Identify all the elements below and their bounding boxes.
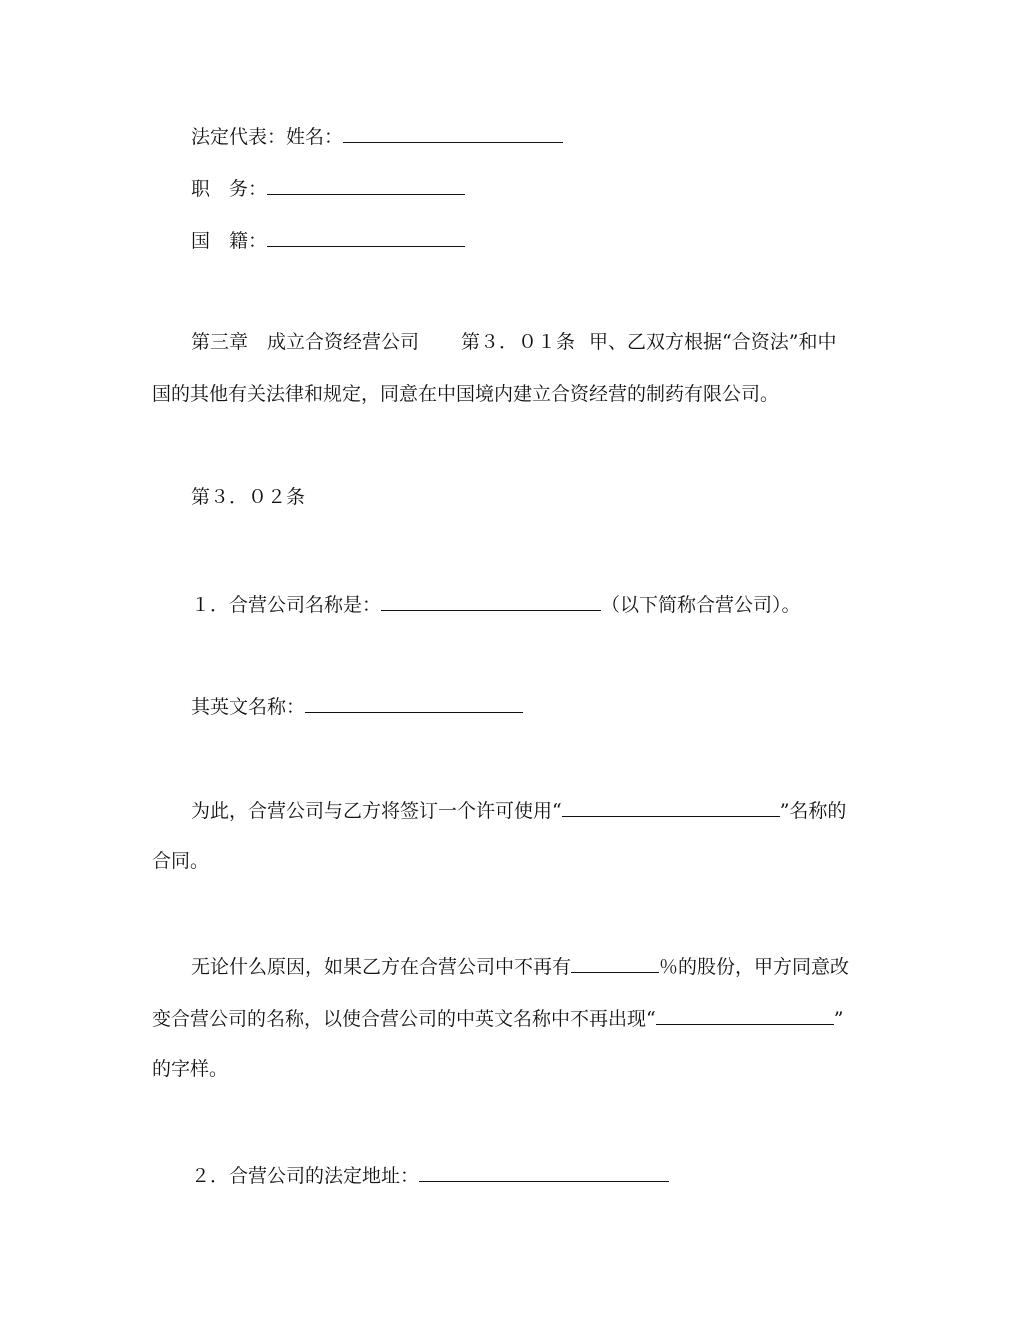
rename-line2 [152,1004,843,1032]
license-suffix: ”名称的 [779,800,847,822]
company-name-suffix: （以下简称合营公司）。 [601,594,801,616]
license-line2: 合同。 [152,850,210,872]
rename-line2-prefix: 变合营公司的名称，以使合营公司的中英文名称中不再出现“ [152,1008,656,1030]
article-301-label: 第３．０１条 [461,331,576,353]
license-prefix: 为此，合营公司与乙方将签订一个许可使用“ [191,800,562,822]
address-label: ２．合营公司的法定地址： [191,1165,420,1187]
company-name-blank[interactable] [381,590,601,611]
license-name-blank[interactable] [562,796,780,817]
chapter3-row [191,329,836,355]
english-name-label: 其英文名称： [191,696,306,718]
rename-line1 [191,952,849,980]
rep-title-row [191,174,465,202]
rep-nationality-blank[interactable] [267,226,465,247]
rep-name-label: 法定代表：姓名： [191,126,344,148]
company-name-label: １．合营公司名称是： [191,594,382,616]
share-percent-blank[interactable] [571,952,659,973]
english-name-blank[interactable] [305,692,523,713]
rename-line3: 的字样。 [152,1058,229,1080]
rep-name-blank[interactable] [343,122,563,143]
removed-name-blank[interactable] [656,1004,834,1025]
address-row [191,1161,669,1189]
rep-name-row [191,122,563,150]
rep-nationality-label: 国 籍： [191,230,268,252]
article-301-text-line1: 甲、乙双方根据“合资法”和中 [589,331,837,353]
rep-title-blank[interactable] [267,174,465,195]
rep-nationality-row [191,226,465,254]
address-blank[interactable] [419,1161,669,1182]
article-301-text-line2: 国的其他有关法律和规定，同意在中国境内建立合资经营的制药有限公司。 [152,383,780,405]
article-302-label: 第３．０２条 [191,486,306,508]
rename-prefix: 无论什么原因，如果乙方在合营公司中不再有 [191,956,572,978]
rep-title-label: 职 务： [191,178,268,200]
license-line1 [191,796,846,824]
rename-line2-suffix: ” [833,1008,844,1030]
rename-line1-suffix: ％的股份，甲方同意改 [659,956,850,978]
company-name-row [191,590,801,618]
english-name-row [191,692,523,720]
chapter3-heading: 第三章 成立合资经营公司 [191,331,420,353]
